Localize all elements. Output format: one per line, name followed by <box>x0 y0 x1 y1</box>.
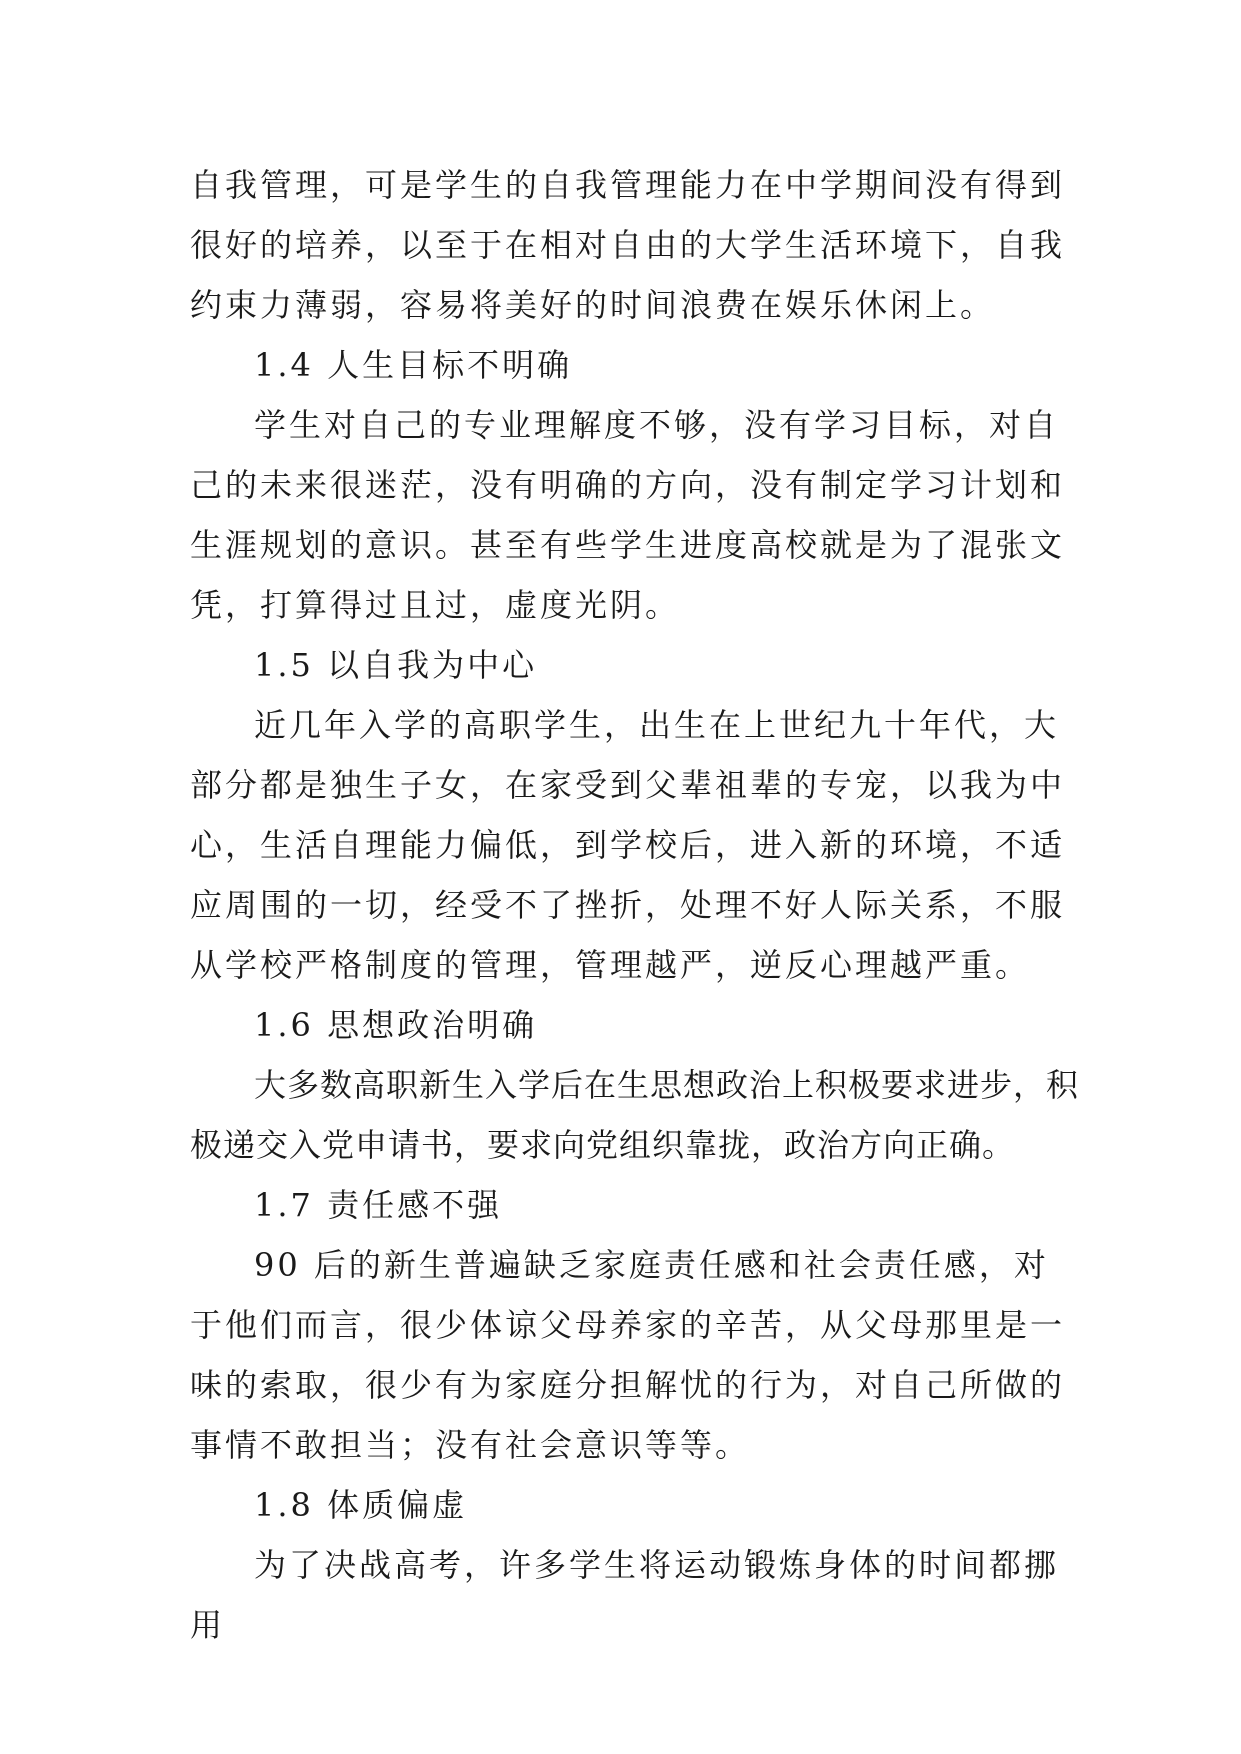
paragraph-physical-condition: 为了决战高考，许多学生将运动锻炼身体的时间都挪用 <box>190 1546 1060 1644</box>
section-heading-1-4: 1.4 人生目标不明确 <box>254 346 573 384</box>
paragraph-life-goals: 学生对自己的专业理解度不够，没有学习目标，对自己的未来很迷茫，没有明确的方向，没有制定学习计划和生涯规划的意识。甚至有些学生进度高校就是为了混张文凭，打算得过且过，虚度光阴。 <box>190 406 1066 624</box>
section-heading-1-5: 1.5 以自我为中心 <box>254 646 538 684</box>
paragraph-self-centered: 近几年入学的高职学生，出生在上世纪九十年代，大部分都是独生子女，在家受到父辈祖辈的专宠，以我为中心，生活自理能力偏低，到学校后，进入新的环境，不适应周围的一切，经受不了挫折，处理不好人际关系，不服从学校严格制度的管理，管理越严，逆反心理越严重。 <box>190 706 1066 984</box>
paragraph-self-management: 自我管理，可是学生的自我管理能力在中学期间没有得到很好的培养，以至于在相对自由的大学生活环境下，自我约束力薄弱，容易将美好的时间浪费在娱乐休闲上。 <box>190 166 1066 324</box>
paragraph-political-thought: 大多数高职新生入学后在生思想政治上积极要求进步，积极递交入党申请书，要求向党组织靠拢，政治方向正确。 <box>190 1066 1080 1164</box>
document-body <box>190 155 1080 1655</box>
section-heading-1-8: 1.8 体质偏虚 <box>254 1486 468 1524</box>
paragraph-responsibility: 90 后的新生普遍缺乏家庭责任感和社会责任感，对于他们而言，很少体谅父母养家的辛苦，从父母那里是一味的索取，很少有为家庭分担解忧的行为，对自己所做的事情不敢担当；没有社会意识等等。 <box>190 1246 1066 1464</box>
section-heading-1-6: 1.6 思想政治明确 <box>254 1006 538 1044</box>
section-heading-1-7: 1.7 责任感不强 <box>254 1186 503 1224</box>
